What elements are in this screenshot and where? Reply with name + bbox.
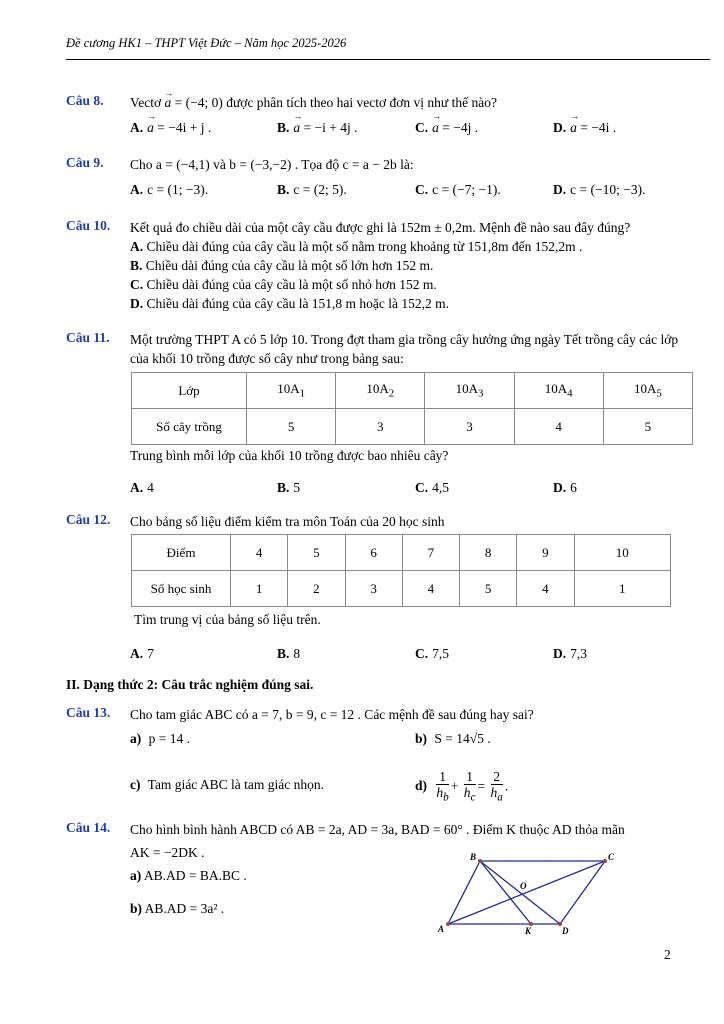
table-row: Số cây trồng 5 3 3 4 5 bbox=[132, 409, 693, 445]
point-b bbox=[478, 859, 482, 863]
option-b[interactable]: B. c = (2; 5). bbox=[277, 182, 347, 197]
options bbox=[130, 646, 684, 668]
page-number: 2 bbox=[664, 947, 671, 962]
table-row: Điểm 4 5 6 7 8 9 10 bbox=[132, 535, 671, 571]
option-a[interactable]: A. 4 bbox=[130, 480, 154, 495]
diagonal-ac bbox=[448, 861, 605, 924]
label-k: K bbox=[525, 926, 532, 936]
option-d[interactable]: D. Chiều dài đúng của cây cầu là 151,8 m hoặc là 152,2 m. bbox=[130, 296, 450, 311]
segment-bk bbox=[480, 861, 531, 924]
question-text: Vectơ → a = (−4; 0) được phân tích theo hai vectơ đơn vị như thế nào? bbox=[130, 93, 684, 112]
label-d: D bbox=[562, 926, 569, 936]
label-o: O bbox=[520, 881, 527, 891]
table-row: Số học sinh 1 2 3 4 5 4 1 bbox=[132, 571, 671, 607]
question-label: Câu 13. bbox=[66, 705, 111, 720]
point-c bbox=[603, 859, 607, 863]
question-12-ask: Tìm trung vị của bảng số liệu trên. A. 7 B. 8 C. 7,5 D. 7,3 bbox=[66, 610, 684, 668]
parallelogram-figure bbox=[430, 848, 620, 938]
option-d[interactable]: D. 6 bbox=[553, 480, 577, 495]
option-a[interactable]: A. 7 bbox=[130, 646, 154, 661]
question-text: Một trường THPT A có 5 lớp 10. Trong đợt tham gia trồng cây hưởng ứng ngày Tết trồng cây các lớp của khối 10 trồng được số cây như trong bảng sau: bbox=[130, 332, 679, 366]
option-d[interactable]: D. c = (−10; −3). bbox=[553, 182, 646, 197]
question-label: Câu 12. bbox=[66, 512, 111, 527]
question-label: Câu 10. bbox=[66, 218, 111, 233]
options bbox=[130, 182, 684, 204]
question-label: Câu 9. bbox=[66, 155, 104, 170]
option-b[interactable]: B. Chiều dài đúng của cây cầu là một số lớn hơn 152 m. bbox=[130, 258, 434, 273]
statement-b[interactable]: b) AB.AD = 3a² . bbox=[130, 901, 225, 916]
question-8 bbox=[66, 93, 684, 142]
option-a[interactable]: A. Chiều dài đúng của cây cầu là một số nằm trong khoảng từ 151,8m đến 152,2m . bbox=[130, 239, 583, 254]
statement-a[interactable]: a) AB.AD = BA.BC . bbox=[130, 868, 247, 883]
question-13 bbox=[66, 705, 684, 803]
statement-c[interactable]: c) Tam giác ABC là tam giác nhọn. bbox=[130, 777, 325, 792]
options bbox=[130, 120, 684, 142]
vector-a: → a bbox=[165, 93, 172, 112]
option-c[interactable]: C. 4,5 bbox=[415, 480, 449, 495]
option-c[interactable]: C.→ a = −4j . bbox=[415, 120, 478, 136]
statement-d[interactable]: d) $\frac{1}{h_b}$ + $\frac{1}{h_c}$ = $\frac{2}{h_a}$ . bbox=[415, 769, 509, 804]
label-c: C bbox=[608, 852, 615, 862]
question-label: Câu 8. bbox=[66, 93, 104, 108]
question-11 bbox=[66, 330, 684, 368]
statement-a[interactable]: a) p = 14 . bbox=[130, 731, 190, 746]
question-label: Câu 14. bbox=[66, 820, 111, 835]
trees-table bbox=[131, 372, 693, 445]
options bbox=[130, 480, 684, 502]
question-text-2: AK = −2DK . bbox=[130, 845, 205, 860]
option-b[interactable]: B. 8 bbox=[277, 646, 301, 661]
section-heading: II. Dạng thức 2: Câu trắc nghiệm đúng sai. bbox=[66, 677, 314, 692]
question-label: Câu 11. bbox=[66, 330, 110, 345]
question-11-ask: Trung bình mỗi lớp của khối 10 trồng được bao nhiêu cây? A. 4 B. 5 C. 4,5 D. 6 bbox=[66, 446, 684, 502]
table-row: Lớp $10A_1$ $10A_2$ $10A_3$ $10A_4$ $10A_5$ bbox=[132, 373, 693, 409]
diagonal-bd bbox=[480, 861, 560, 924]
question-text: Cho tam giác ABC có a = 7, b = 9, c = 12 . Các mệnh đề sau đúng hay sai? bbox=[130, 707, 534, 722]
question-10 bbox=[66, 218, 684, 313]
option-d[interactable]: D. 7,3 bbox=[553, 646, 587, 661]
question-text: Cho a = (−4,1) và b = (−3,−2) . Tọa độ c = a − 2b là: bbox=[130, 157, 414, 172]
scores-table bbox=[131, 534, 671, 607]
page-header: Đề cương HK1 – THPT Việt Đức – Năm học 2025-2026 bbox=[66, 36, 347, 50]
option-c[interactable]: C. c = (−7; −1). bbox=[415, 182, 501, 197]
question-text: Kết quả đo chiều dài của một cây cầu được ghi là 152m ± 0,2m. Mệnh đề nào sau đây đúng? bbox=[130, 220, 631, 235]
option-d[interactable]: D.→ a = −4i . bbox=[553, 120, 616, 136]
header-rule bbox=[66, 59, 710, 60]
option-c[interactable]: C. 7,5 bbox=[415, 646, 449, 661]
question-9 bbox=[66, 155, 684, 204]
statement-b[interactable]: b) S = 14√5 . bbox=[415, 731, 491, 746]
option-c[interactable]: C. Chiều dài đúng của cây cầu là một số nhỏ hơn 152 m. bbox=[130, 277, 437, 292]
label-b: B bbox=[470, 852, 477, 862]
option-a[interactable]: A. c = (1; −3). bbox=[130, 182, 209, 197]
question-text: Cho bảng số liệu điểm kiểm tra môn Toán của 20 học sinh bbox=[130, 514, 445, 529]
option-a[interactable]: A.→ a = −4i + j . bbox=[130, 120, 211, 136]
option-b[interactable]: B.→ a = −i + 4j . bbox=[277, 120, 357, 136]
label-a: A bbox=[438, 924, 445, 934]
point-a bbox=[446, 922, 450, 926]
question-text: Cho hình bình hành ABCD có AB = 2a, AD = 3a, BAD = 60° . Điểm K thuộc AD thỏa mãn bbox=[130, 822, 625, 837]
option-b[interactable]: B. 5 bbox=[277, 480, 301, 495]
question-12 bbox=[66, 512, 684, 531]
